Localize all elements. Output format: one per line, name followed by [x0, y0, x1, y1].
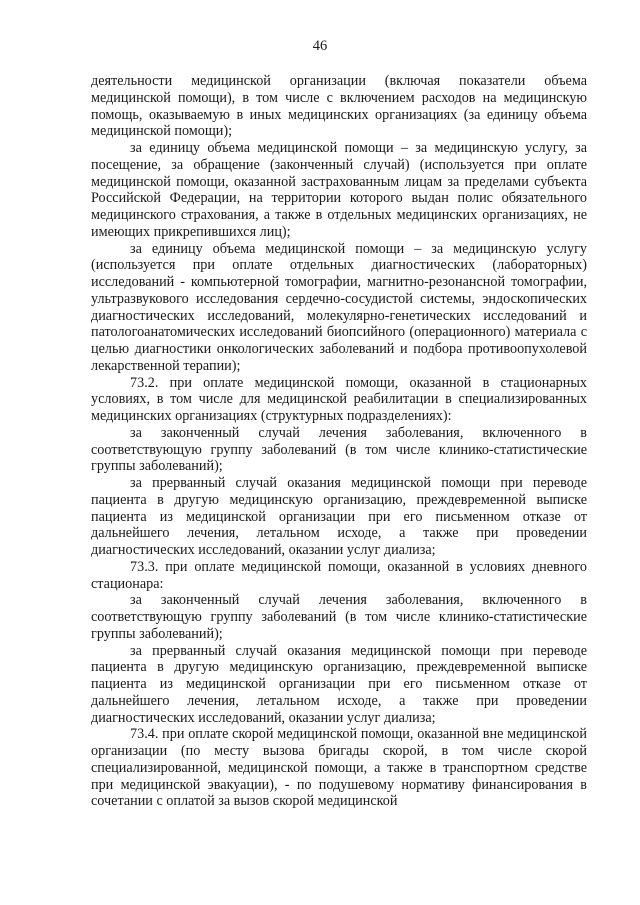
paragraph-clause-73-4: 73.4. при оплате скорой медицинской помощи, оказанной вне медицинской организации (по месту вызова бригады скорой, в том числе скорой специализированной, медицинской помощи, а также в транспортном средстве при медицинской эвакуации), - по подушевому нормативу финансирования в сочетании с оплатой за вызов скорой медицинской [91, 726, 587, 810]
paragraph-clause-73-2: 73.2. при оплате медицинской помощи, оказанной в стационарных условиях, в том числе для медицинской реабилитации в специализированных медицинских организациях (структурных подразделениях): [91, 374, 587, 424]
document-body [91, 73, 587, 810]
paragraph-clause-73-3: 73.3. при оплате медицинской помощи, оказанной в условиях дневного стационара: [91, 558, 587, 592]
paragraph: за прерванный случай оказания медицинской помощи при переводе пациента в другую медицинскую организацию, преждевременной выписке пациента из медицинской организации при его письменном отказе от дальнейшего лечения, летальном исходе, а также при проведении диагностических исследований, оказании услуг диализа; [91, 475, 587, 558]
paragraph: за законченный случай лечения заболевания, включенного в соответствующую группу заболеваний (в том числе клинико-статистические группы заболеваний); [91, 592, 587, 642]
paragraph: за законченный случай лечения заболевания, включенного в соответствующую группу заболеваний (в том числе клинико-статистические группы заболеваний); [91, 424, 587, 475]
paragraph: за единицу объема медицинской помощи – за медицинскую услугу, за посещение, за обращение (законченный случай) (используется при оплате медицинской помощи, оказанной застрахованным лицам за пределами субъекта Российской Федерации, на территории которого выдан полис обязательного медицинского страхования, а также в отдельных медицинских организациях, не имеющих прикрепившихся лиц); [91, 140, 587, 240]
paragraph: за прерванный случай оказания медицинской помощи при переводе пациента в другую медицинскую организацию, преждевременной выписке пациента из медицинской организации при его письменном отказе от дальнейшего лечения, летальном исходе, а также при проведении диагностических исследований, оказании услуг диализа; [91, 642, 587, 726]
paragraph: за единицу объема медицинской помощи – за медицинскую услугу (используется при оплате отдельных диагностических (лабораторных) исследований - компьютерной томографии, магнитно-резонансной томографии, ультразвукового исследования сердечно-сосудистой системы, эндоскопических диагностических исследований, молекулярно-генетических исследований и патологоанатомических исследований биопсийного (операционного) материала с целью диагностики онкологических заболеваний и подбора противоопухолевой лекарственной терапии); [91, 240, 587, 374]
paragraph-continuation: деятельности медицинской организации (включая показатели объема медицинской помощи), в том числе с включением расходов на медицинскую помощь, оказываемую в иных медицинских организациях (за единицу объема медицинской помощи); [91, 73, 587, 140]
page-number: 46 [312, 38, 328, 54]
